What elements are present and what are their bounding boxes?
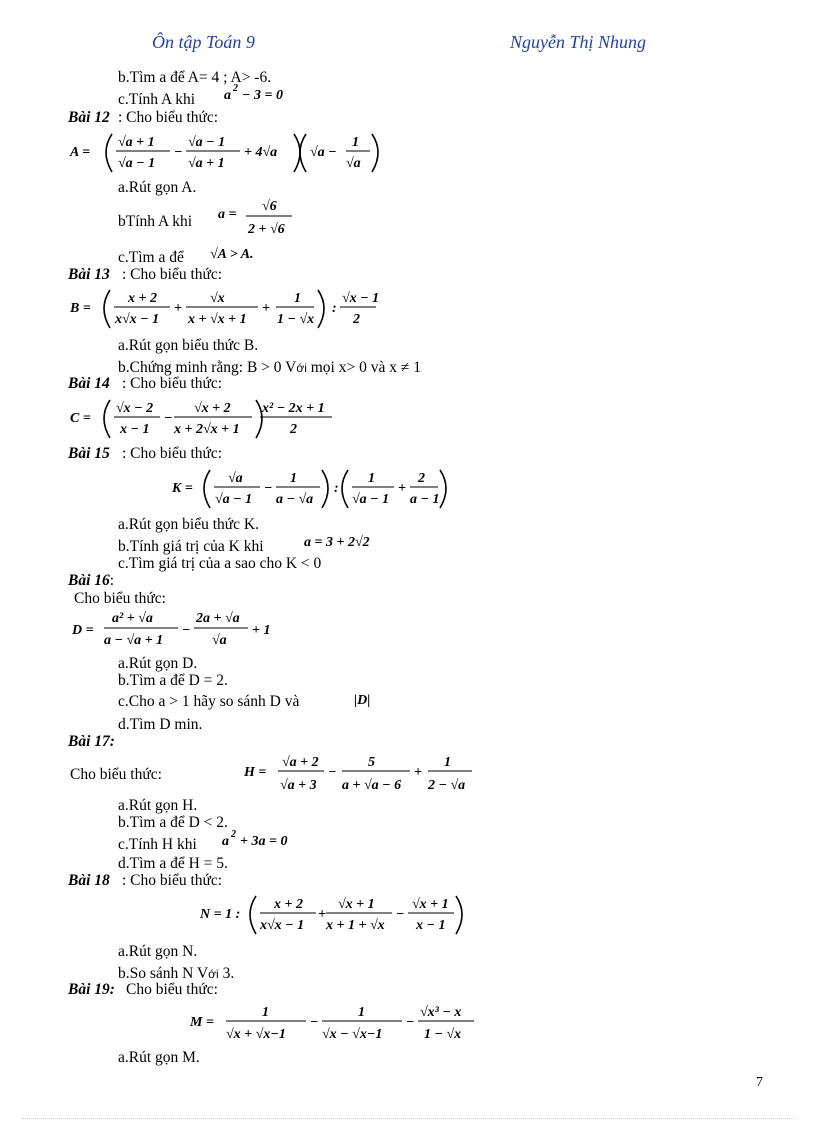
svg-text:+: +: [398, 481, 406, 496]
svg-text:a − √a: a − √a: [276, 492, 314, 507]
exercise-heading-text: Cho biểu thức:: [126, 981, 218, 998]
svg-text:−: −: [174, 145, 183, 160]
exercise-heading-text: : Cho biểu thức:: [122, 266, 223, 283]
svg-text:+ 4√a: + 4√a: [244, 145, 278, 160]
svg-text:√x³ − x: √x³ − x: [420, 1005, 462, 1020]
svg-text:B =: B =: [70, 301, 91, 316]
svg-text:1 − √x: 1 − √x: [277, 312, 315, 327]
text-line: c.Tìm giá trị của a sao cho K < 0: [118, 555, 322, 572]
page-number: 7: [756, 1075, 763, 1090]
header-right-author: Nguyễn Thị Nhung: [510, 32, 647, 52]
exercise-heading: Bài 18: [68, 872, 110, 889]
formula-M: [190, 998, 480, 1046]
text-line: d.Tìm a để H = 5.: [118, 855, 228, 872]
svg-text:√a: √a: [228, 471, 243, 486]
exercise-heading: Bài 19:: [68, 981, 115, 998]
svg-text:√a − 1: √a − 1: [352, 492, 390, 507]
text-line: a.Rút gọn N.: [118, 943, 198, 960]
svg-text:√a: √a: [346, 156, 361, 171]
svg-text:|D|: |D|: [354, 693, 371, 708]
svg-text:+ 3a = 0: + 3a = 0: [240, 834, 288, 849]
formula-sqrtA-gt-A: [208, 244, 272, 264]
svg-text:x − 1: x − 1: [120, 422, 150, 437]
svg-text:√a + 1: √a + 1: [188, 156, 225, 171]
text-line: c.Tính A khi: [118, 91, 196, 108]
svg-text:H =: H =: [244, 765, 267, 780]
formula-abs-D: [352, 688, 378, 710]
svg-text::: :: [334, 481, 339, 496]
svg-text:√6: √6: [262, 199, 277, 214]
svg-text:√a + 3: √a + 3: [280, 778, 317, 793]
svg-text:D =: D =: [72, 623, 94, 638]
svg-text:√x + 1: √x + 1: [412, 897, 449, 912]
text-line: c.Tìm a để: [118, 249, 184, 266]
svg-text:a + √a − 6: a + √a − 6: [342, 778, 402, 793]
svg-text:√a + 1: √a + 1: [118, 135, 155, 150]
svg-text:√a − 1: √a − 1: [188, 135, 226, 150]
svg-text:−: −: [406, 1015, 415, 1030]
text-line: c.Cho a > 1 hãy so sánh D và: [118, 693, 300, 710]
text-line: a.Rút gọn D.: [118, 655, 198, 672]
formula-H: [244, 750, 484, 798]
svg-text:x + 2: x + 2: [128, 291, 157, 306]
svg-text:−: −: [164, 411, 173, 426]
svg-text:√x − 1: √x − 1: [342, 291, 380, 306]
svg-text:a: a: [222, 834, 229, 849]
text-line: b.So sánh N Với 3.: [118, 965, 235, 982]
text-line: a.Rút gọn biểu thức B.: [118, 337, 259, 354]
svg-text:2 + √6: 2 + √6: [248, 222, 285, 237]
svg-text:x + 2√x + 1: x + 2√x + 1: [174, 422, 240, 437]
text-line: c.Tính H khi: [118, 836, 197, 853]
svg-text:√x − √x−1: √x − √x−1: [322, 1027, 383, 1042]
svg-text:−: −: [264, 481, 273, 496]
svg-text:x√x − 1: x√x − 1: [260, 918, 305, 933]
svg-text:a − √a + 1: a − √a + 1: [104, 633, 164, 648]
svg-text:√x − 2: √x − 2: [116, 401, 154, 416]
svg-text:+ 1: + 1: [252, 623, 271, 638]
text-line: Cho biểu thức:: [70, 766, 162, 783]
svg-text:−: −: [328, 765, 337, 780]
svg-text:−: −: [396, 907, 405, 922]
formula-a2-3a: [220, 828, 320, 850]
svg-text:x + 2: x + 2: [274, 897, 303, 912]
text-line: b.Chứng minh rằng: B > 0 Với mọi x> 0 và x ≠ 1: [118, 359, 421, 376]
svg-text:√a: √a: [212, 633, 227, 648]
svg-text:1: 1: [262, 1005, 269, 1020]
text-line: b.Tính giá trị của K khi: [118, 538, 264, 555]
svg-text:2 − √a: 2 − √a: [428, 778, 466, 793]
svg-text:2a + √a: 2a + √a: [196, 611, 240, 626]
svg-text:1: 1: [294, 291, 301, 306]
exercise-heading: Bài 15: [68, 445, 110, 462]
exercise-heading-text: : Cho biểu thức:: [122, 375, 223, 392]
svg-text:2: 2: [353, 312, 360, 327]
formula-A: [70, 126, 360, 176]
text-line: b.Tìm a để D < 2.: [118, 814, 228, 831]
formula-B: [70, 282, 380, 334]
text-line: a.Rút gọn M.: [118, 1049, 200, 1066]
svg-text:√a − 1: √a − 1: [215, 492, 253, 507]
text-line: Cho biểu thức:: [74, 590, 166, 607]
svg-text:a² + √a: a² + √a: [112, 611, 153, 626]
svg-text:N = 1 :: N = 1 :: [200, 907, 241, 922]
svg-text:2: 2: [418, 471, 425, 486]
text-line: a.Rút gọn biểu thức K.: [118, 516, 259, 533]
text-line: bTính A khi: [118, 213, 193, 230]
svg-text:1: 1: [290, 471, 297, 486]
svg-text:√x + 1: √x + 1: [338, 897, 375, 912]
text-line: b.Tìm a để D = 2.: [118, 672, 228, 689]
svg-text:A =: A =: [70, 145, 91, 160]
svg-text:a: a: [224, 88, 231, 103]
svg-text:a = 3 + 2√2: a = 3 + 2√2: [304, 535, 370, 550]
formula-a-value: [218, 196, 298, 240]
svg-text:+: +: [262, 301, 270, 316]
svg-text:−: −: [182, 623, 191, 638]
svg-text:a =: a =: [218, 207, 237, 222]
text-line: d.Tìm D min.: [118, 716, 203, 733]
svg-text:x + √x + 1: x + √x + 1: [188, 312, 247, 327]
text-line: a.Rút gọn H.: [118, 797, 198, 814]
svg-text:√x + 2: √x + 2: [194, 401, 231, 416]
svg-text:√a − 1: √a − 1: [118, 156, 156, 171]
formula-a2-3: [222, 82, 302, 104]
exercise-heading-text: : Cho biểu thức:: [122, 872, 223, 889]
formula-D: [72, 604, 292, 652]
svg-text:1: 1: [368, 471, 375, 486]
svg-text:x + 1 + √x: x + 1 + √x: [326, 918, 385, 933]
exercise-heading: Bài 14: [68, 375, 110, 392]
svg-text:+: +: [414, 765, 422, 780]
svg-text:C =: C =: [70, 411, 91, 426]
svg-text:x√x − 1: x√x − 1: [115, 312, 160, 327]
header-left-title: Ôn tập Toán 9: [152, 32, 255, 52]
svg-text:+: +: [318, 907, 326, 922]
exercise-heading: Bài 13: [68, 266, 110, 283]
svg-text:√x + √x−1: √x + √x−1: [226, 1027, 286, 1042]
exercise-heading: Bài 17:: [68, 733, 115, 750]
svg-text:√a −: √a −: [310, 145, 337, 160]
svg-text:− 3 = 0: − 3 = 0: [242, 88, 283, 103]
formula-K: [172, 462, 452, 512]
svg-text:1: 1: [358, 1005, 365, 1020]
text-line: b.Tìm a để A= 4 ; A> -6.: [118, 69, 272, 86]
exercise-heading-text: : Cho biểu thức:: [122, 445, 223, 462]
svg-text:+: +: [174, 301, 182, 316]
footer-divider: [22, 1118, 794, 1119]
svg-text:x² − 2x + 1: x² − 2x + 1: [262, 401, 325, 416]
formula-N: [200, 888, 470, 940]
svg-text:√A > A.: √A > A.: [210, 247, 254, 262]
svg-text:2: 2: [231, 829, 236, 840]
svg-text:5: 5: [368, 755, 375, 770]
svg-text:2: 2: [290, 422, 297, 437]
formula-C: [70, 392, 350, 442]
svg-text:1: 1: [352, 135, 359, 150]
svg-text:a − 1: a − 1: [410, 492, 440, 507]
exercise-heading: Bài 16:: [68, 572, 115, 589]
svg-text:2: 2: [233, 83, 238, 94]
svg-text:K =: K =: [172, 481, 193, 496]
svg-text:1: 1: [444, 755, 451, 770]
svg-text:x − 1: x − 1: [416, 918, 446, 933]
svg-text:1 − √x: 1 − √x: [424, 1027, 462, 1042]
svg-text:√x: √x: [210, 291, 225, 306]
svg-text:M =: M =: [190, 1015, 214, 1030]
svg-text:√a + 2: √a + 2: [282, 755, 319, 770]
svg-text::: :: [332, 301, 337, 316]
formula-a-value: [302, 530, 392, 552]
svg-text:−: −: [310, 1015, 319, 1030]
exercise-heading-text: : Cho biểu thức:: [118, 109, 219, 126]
exercise-heading: Bài 12: [68, 109, 110, 126]
text-line: a.Rút gọn A.: [118, 179, 197, 196]
